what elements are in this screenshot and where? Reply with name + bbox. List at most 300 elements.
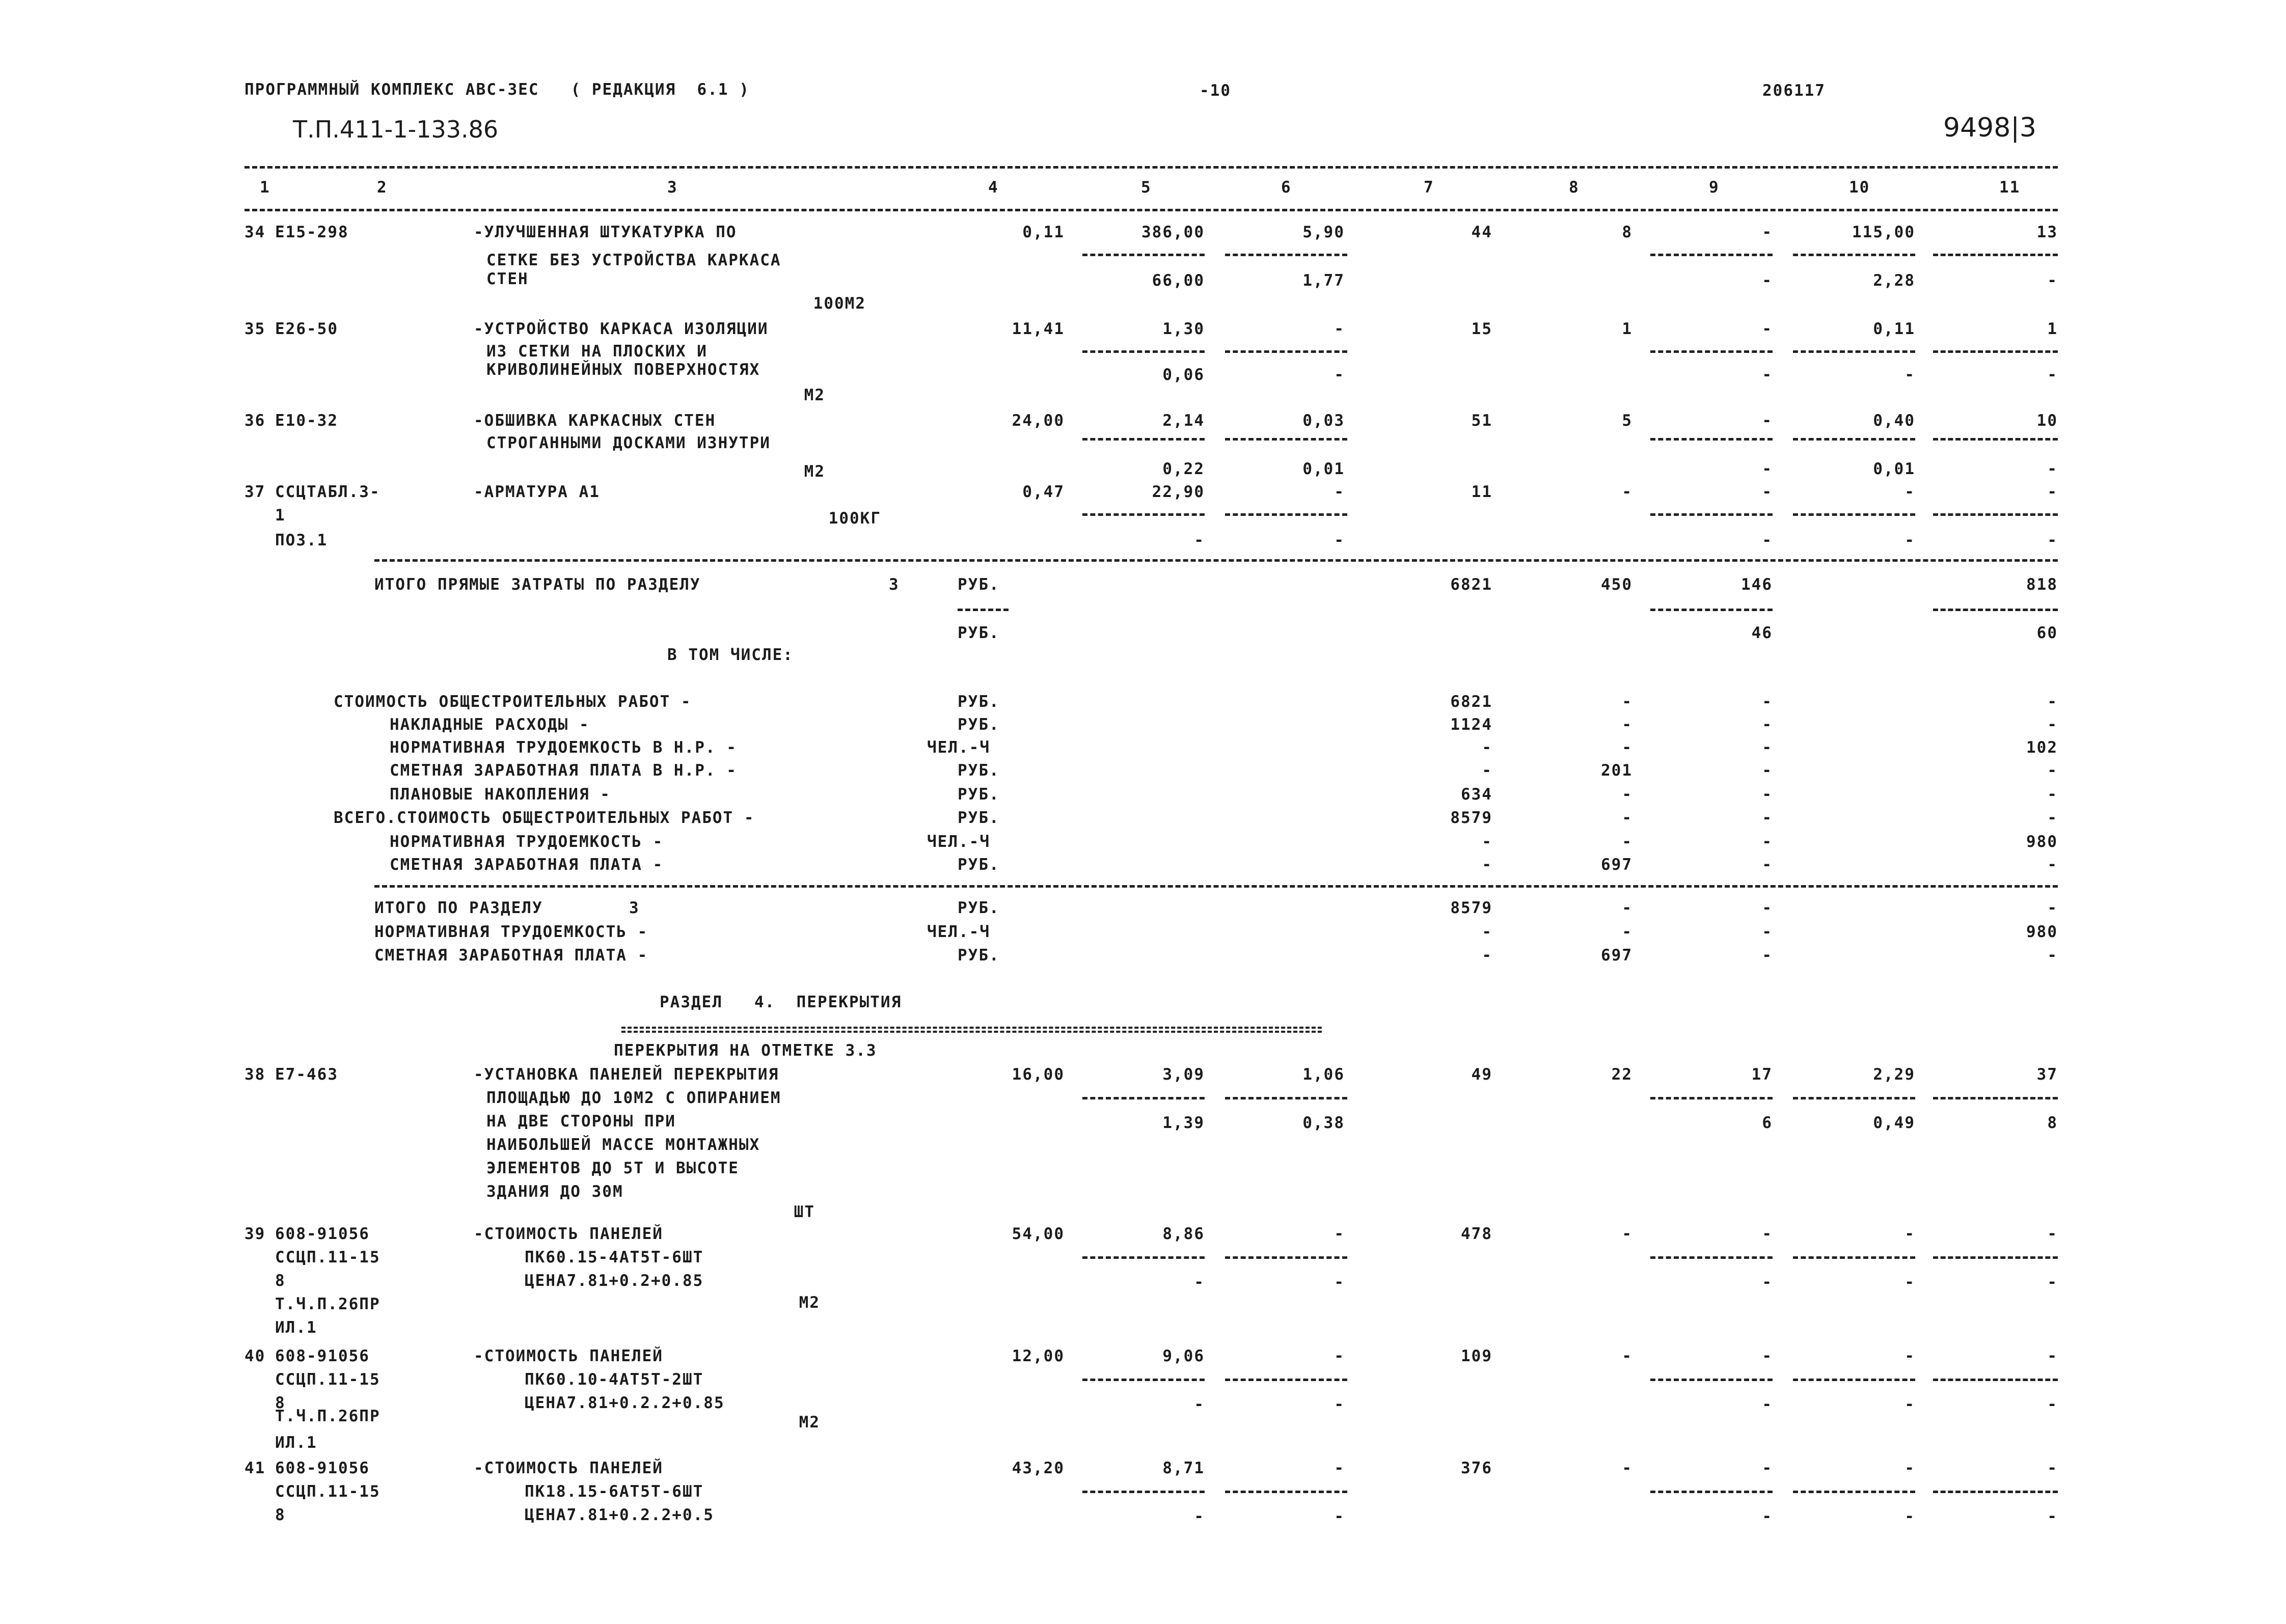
row-41-c6: - <box>1334 1459 1345 1477</box>
summary-row-2-c7: 1124 <box>1450 715 1492 734</box>
row-39-dash-5 <box>1082 1256 1205 1259</box>
column-header-8: 8 <box>1569 178 1580 197</box>
row-38-dash-6 <box>1225 1097 1347 1099</box>
row-38-c10: 2,29 <box>1873 1065 1915 1084</box>
row-35-c11: 1 <box>2047 320 2058 338</box>
row-34-c11b: - <box>2047 271 2058 290</box>
row-35-dash-10 <box>1793 350 1915 353</box>
row-41-c11b: - <box>2047 1507 2058 1526</box>
section-4-subtitle: ПЕРЕКРЫТИЯ НА ОТМЕТКЕ 3.3 <box>614 1041 877 1060</box>
row-41-c9b: - <box>1762 1507 1773 1526</box>
row-34-dash-9 <box>1650 254 1773 256</box>
row-41-desc-line2: ПК18.15-6АТ5Т-6ШТ <box>525 1482 704 1501</box>
row-39-c7: 478 <box>1461 1225 1492 1243</box>
row-35-dash-5 <box>1082 350 1205 353</box>
section-total-row-1-c9: - <box>1762 899 1773 917</box>
row-37-unit: 100КГ <box>828 509 881 528</box>
row-36-dash-5 <box>1082 438 1205 441</box>
row-40-number: 40 <box>244 1347 266 1365</box>
row-34-c5: 386,00 <box>1141 223 1205 241</box>
row-39-code-line4: Т.Ч.П.26ПР <box>275 1295 380 1313</box>
row-34-dash-6 <box>1225 254 1347 256</box>
row-41-dash-9 <box>1650 1491 1773 1493</box>
section-total-row-3-label: СМЕТНАЯ ЗАРАБОТНАЯ ПЛАТА - <box>374 946 648 965</box>
sheet-number: 9498|3 <box>1943 113 2036 143</box>
row-34-dash-5 <box>1082 254 1205 256</box>
row-37-c6b: - <box>1334 531 1345 549</box>
summary-row-8-c9: - <box>1762 856 1773 874</box>
summary-row-7-label: НОРМАТИВНАЯ ТРУДОЕМКОСТЬ - <box>390 833 664 851</box>
summary-row-4-c7: - <box>1482 761 1492 780</box>
row-41-dash-10 <box>1793 1491 1915 1493</box>
section-total-row-2-label: НОРМАТИВНАЯ ТРУДОЕМКОСТЬ - <box>374 923 648 941</box>
row-39-c11: - <box>2047 1225 2058 1243</box>
summary-row-6-c11: - <box>2047 809 2058 827</box>
summary-row-5-c8: - <box>1622 785 1632 804</box>
row-40-unit: М2 <box>799 1413 820 1432</box>
row-35-c10: 0,11 <box>1873 320 1915 338</box>
summary-row-2-c9: - <box>1762 715 1773 734</box>
direct-total-c8: 450 <box>1601 575 1632 594</box>
row-39-dash-10 <box>1793 1256 1915 1259</box>
summary-row-8-c8: 697 <box>1601 856 1632 874</box>
summary-row-6-label: ВСЕГО.СТОИМОСТЬ ОБЩЕСТРОИТЕЛЬНЫХ РАБОТ - <box>334 809 755 827</box>
row-37-dash-5 <box>1082 513 1205 516</box>
header-rule-top <box>244 166 2058 169</box>
row-36-c10: 0,40 <box>1873 411 1915 430</box>
row-35-qty: 11,41 <box>1012 320 1065 338</box>
summary-row-1-c8: - <box>1622 693 1632 711</box>
row-37-dash-11 <box>1933 513 2058 516</box>
row-36-c10b: 0,01 <box>1873 460 1915 478</box>
summary-row-6-c9: - <box>1762 809 1773 827</box>
row-38-desc-line1: -УСТАНОВКА ПАНЕЛЕЙ ПЕРЕКРЫТИЯ <box>474 1065 779 1084</box>
row-34-desc-line1: -УЛУЧШЕННАЯ ШТУКАТУРКА ПО <box>474 223 737 241</box>
row-40-dash-5 <box>1082 1379 1205 1381</box>
summary-row-4-label: СМЕТНАЯ ЗАРАБОТНАЯ ПЛАТА В Н.Р. - <box>390 761 737 780</box>
row-40-dash-10 <box>1793 1379 1915 1381</box>
row-37-c5b: - <box>1194 531 1205 549</box>
summary-row-1-c7: 6821 <box>1450 693 1492 711</box>
row-38-dash-5 <box>1082 1097 1205 1099</box>
row-38-c7: 49 <box>1471 1065 1492 1084</box>
column-header-6: 6 <box>1281 178 1292 197</box>
row-41-code: 608-91056 <box>275 1459 370 1477</box>
section-total-row-2-c7: - <box>1482 923 1492 941</box>
column-header-7: 7 <box>1424 178 1434 197</box>
rule-before-section-total <box>374 885 2058 888</box>
row-37-c8: - <box>1622 483 1632 501</box>
row-34-desc-line3: СТЕН <box>486 270 529 288</box>
column-header-2: 2 <box>377 178 388 197</box>
row-39-code-line2: ССЦП.11-15 <box>275 1248 380 1267</box>
row-38-c10b: 0,49 <box>1873 1114 1915 1132</box>
row-40-c10b: - <box>1904 1395 1915 1414</box>
row-35-code: Е26-50 <box>275 320 338 338</box>
column-header-11: 11 <box>1999 178 2021 197</box>
summary-row-3-c8: - <box>1622 738 1632 757</box>
section-total-row-1-label: ИТОГО ПО РАЗДЕЛУ <box>374 899 543 917</box>
row-40-c7: 109 <box>1461 1347 1492 1365</box>
row-39-c11b: - <box>2047 1273 2058 1291</box>
row-34-c6: 5,90 <box>1302 223 1345 241</box>
row-39-c5: 8,86 <box>1162 1225 1205 1243</box>
row-39-c10: - <box>1904 1225 1915 1243</box>
row-38-c6: 1,06 <box>1302 1065 1345 1084</box>
summary-row-1-label: СТОИМОСТЬ ОБЩЕСТРОИТЕЛЬНЫХ РАБОТ - <box>334 693 692 711</box>
row-34-dash-10 <box>1793 254 1915 256</box>
row-39-desc-line3: ЦЕНА7.81+0.2+0.85 <box>525 1272 704 1290</box>
row-36-qty: 24,00 <box>1012 411 1065 430</box>
summary-row-2-unit: РУБ. <box>958 715 1000 734</box>
column-header-5: 5 <box>1141 178 1152 197</box>
section-total-row-3-c8: 697 <box>1601 946 1632 965</box>
direct-total-c9b: 46 <box>1751 624 1773 642</box>
summary-row-8-label: СМЕТНАЯ ЗАРАБОТНАЯ ПЛАТА - <box>390 856 664 874</box>
row-40-dash-6 <box>1225 1379 1347 1381</box>
row-36-dash-6 <box>1225 438 1347 441</box>
row-35-dash-11 <box>1933 350 2058 353</box>
summary-row-7-c11: 980 <box>2026 833 2058 851</box>
row-40-c6: - <box>1334 1347 1345 1365</box>
row-35-c11b: - <box>2047 366 2058 384</box>
section-total-row-3-c11: - <box>2047 946 2058 965</box>
section-total-row-2-unit: ЧЕЛ.-Ч <box>927 923 990 941</box>
row-40-code: 608-91056 <box>275 1347 370 1365</box>
row-37-code: ССЦТАБЛ.3- <box>275 483 380 501</box>
row-38-c6b: 0,38 <box>1302 1114 1345 1132</box>
project-designation: Т.П.411-1-133.86 <box>293 116 499 143</box>
summary-row-1-c11: - <box>2047 693 2058 711</box>
row-40-desc-line3: ЦЕНА7.81+0.2.2+0.85 <box>525 1394 725 1412</box>
row-34-c9: - <box>1762 223 1773 241</box>
row-40-c11b: - <box>2047 1395 2058 1414</box>
row-37-dash-6 <box>1225 513 1347 516</box>
column-header-10: 10 <box>1849 178 1870 197</box>
row-40-code-line2: ССЦП.11-15 <box>275 1370 380 1389</box>
row-35-unit: М2 <box>804 386 825 404</box>
row-41-desc-line3: ЦЕНА7.81+0.2.2+0.5 <box>525 1506 714 1524</box>
row-34-c5b: 66,00 <box>1152 271 1205 290</box>
row-38-desc-line4: НАИБОЛЬШЕЙ МАССЕ МОНТАЖНЫХ <box>486 1136 760 1154</box>
row-40-code-line4: Т.Ч.П.26ПР <box>275 1407 380 1425</box>
direct-total-c7: 6821 <box>1450 575 1492 594</box>
summary-row-8-unit: РУБ. <box>958 856 1000 874</box>
row-38-desc-line5: ЭЛЕМЕНТОВ ДО 5Т И ВЫСОТЕ <box>486 1159 739 1177</box>
row-35-c9: - <box>1762 320 1773 338</box>
summary-row-7-c9: - <box>1762 833 1773 851</box>
row-35-c5: 1,30 <box>1162 320 1205 338</box>
summary-row-3-label: НОРМАТИВНАЯ ТРУДОЕМКОСТЬ В Н.Р. - <box>390 738 737 757</box>
row-41-c10b: - <box>1904 1507 1915 1526</box>
row-37-c10: - <box>1904 483 1915 501</box>
row-37-c11: - <box>2047 483 2058 501</box>
row-36-c11b: - <box>2047 460 2058 478</box>
row-37-c10b: - <box>1904 531 1915 549</box>
row-39-desc-line1: -СТОИМОСТЬ ПАНЕЛЕЙ <box>474 1225 663 1243</box>
summary-row-5-c7: 634 <box>1461 785 1492 804</box>
direct-total-c11b: 60 <box>2036 624 2058 642</box>
row-37-c7: 11 <box>1471 483 1492 501</box>
row-40-c6b: - <box>1334 1395 1345 1414</box>
row-38-c8: 22 <box>1611 1065 1632 1084</box>
row-38-qty: 16,00 <box>1012 1065 1065 1084</box>
direct-total-section: 3 <box>889 575 900 594</box>
row-37-c9b: - <box>1762 531 1773 549</box>
summary-row-5-unit: РУБ. <box>958 785 1000 804</box>
section-total-row-3-c7: - <box>1482 946 1492 965</box>
row-40-c5: 9,06 <box>1162 1347 1205 1365</box>
row-37-dash-9 <box>1650 513 1773 516</box>
row-36-c9: - <box>1762 411 1773 430</box>
row-41-code-line2: ССЦП.11-15 <box>275 1482 380 1501</box>
row-38-number: 38 <box>244 1065 266 1084</box>
section-total-row-1-c11: - <box>2047 899 2058 917</box>
row-41-c10: - <box>1904 1459 1915 1477</box>
row-34-c7: 44 <box>1471 223 1492 241</box>
row-37-code-line3: ПОЗ.1 <box>275 531 328 549</box>
row-38-dash-11 <box>1933 1097 2058 1099</box>
row-41-dash-6 <box>1225 1491 1347 1493</box>
row-38-c5: 3,09 <box>1162 1065 1205 1084</box>
summary-row-6-unit: РУБ. <box>958 809 1000 827</box>
row-35-c8: 1 <box>1622 320 1632 338</box>
summary-row-2-c11: - <box>2047 715 2058 734</box>
row-35-dash-9 <box>1650 350 1773 353</box>
row-35-c6b: - <box>1334 366 1345 384</box>
row-36-dash-10 <box>1793 438 1915 441</box>
section-total-row-1-c8: - <box>1622 899 1632 917</box>
row-40-qty: 12,00 <box>1012 1347 1065 1365</box>
row-40-c11: - <box>2047 1347 2058 1365</box>
row-37-c9: - <box>1762 483 1773 501</box>
row-37-number: 37 <box>244 483 266 501</box>
row-40-c5b: - <box>1194 1395 1205 1414</box>
rule-before-direct-total <box>374 559 2058 562</box>
row-35-c7: 15 <box>1471 320 1492 338</box>
row-36-c5b: 0,22 <box>1162 460 1205 478</box>
column-header-9: 9 <box>1709 178 1720 197</box>
summary-row-6-c8: - <box>1622 809 1632 827</box>
row-34-c6b: 1,77 <box>1302 271 1345 290</box>
including-label: В ТОМ ЧИСЛЕ: <box>667 646 794 664</box>
row-36-code: Е10-32 <box>275 411 338 430</box>
row-34-unit: 100М2 <box>813 294 866 313</box>
row-36-c9b: - <box>1762 460 1773 478</box>
summary-row-3-unit: ЧЕЛ.-Ч <box>927 738 990 757</box>
summary-row-6-c7: 8579 <box>1450 809 1492 827</box>
row-39-desc-line2: ПК60.15-4АТ5Т-6ШТ <box>525 1248 704 1267</box>
row-37-c6: - <box>1334 483 1345 501</box>
row-36-c6b: 0,01 <box>1302 460 1345 478</box>
row-35-desc-line2: ИЗ СЕТКИ НА ПЛОСКИХ И <box>486 342 707 361</box>
direct-total-c9: 146 <box>1741 575 1773 594</box>
row-38-c11b: 8 <box>2047 1114 2058 1132</box>
row-35-c9b: - <box>1762 366 1773 384</box>
row-39-c6b: - <box>1334 1273 1345 1291</box>
section-total-row-1-c7: 8579 <box>1450 899 1492 917</box>
row-41-dash-5 <box>1082 1491 1205 1493</box>
row-39-dash-9 <box>1650 1256 1773 1259</box>
row-36-dash-9 <box>1650 438 1773 441</box>
header-rule-bottom <box>244 209 2058 211</box>
page-number: -10 <box>1200 81 1231 100</box>
section-total-row-2-c9: - <box>1762 923 1773 941</box>
row-39-c6: - <box>1334 1225 1345 1243</box>
row-36-c8: 5 <box>1622 411 1632 430</box>
row-38-desc-line3: НА ДВЕ СТОРОНЫ ПРИ <box>486 1112 676 1131</box>
row-37-c5: 22,90 <box>1152 483 1205 501</box>
row-35-desc-line3: КРИВОЛИНЕЙНЫХ ПОВЕРХНОСТЯХ <box>486 361 760 379</box>
row-41-dash-11 <box>1933 1491 2058 1493</box>
row-36-dash-11 <box>1933 438 2058 441</box>
row-39-qty: 54,00 <box>1012 1225 1065 1243</box>
summary-row-7-unit: ЧЕЛ.-Ч <box>927 833 990 851</box>
summary-row-4-c8: 201 <box>1601 761 1632 780</box>
column-header-3: 3 <box>667 178 678 197</box>
row-35-c6: - <box>1334 320 1345 338</box>
row-35-c10b: - <box>1904 366 1915 384</box>
row-34-c11: 13 <box>2036 223 2058 241</box>
summary-row-4-c11: - <box>2047 761 2058 780</box>
row-41-c11: - <box>2047 1459 2058 1477</box>
summary-row-8-c7: - <box>1482 856 1492 874</box>
row-41-number: 41 <box>244 1459 266 1477</box>
direct-total-c11: 818 <box>2026 575 2058 594</box>
section-total-row-3-unit: РУБ. <box>958 946 1000 965</box>
row-40-desc-line1: -СТОИМОСТЬ ПАНЕЛЕЙ <box>474 1347 663 1365</box>
row-39-dash-11 <box>1933 1256 2058 1259</box>
row-38-c9: 17 <box>1751 1065 1773 1084</box>
row-38-code: Е7-463 <box>275 1065 338 1084</box>
section-4-underline-2 <box>621 1031 1322 1033</box>
direct-total-unit2: РУБ. <box>958 624 1000 642</box>
row-34-c9b: - <box>1762 271 1773 290</box>
row-40-desc-line2: ПК60.10-4АТ5Т-2ШТ <box>525 1370 704 1389</box>
row-39-c9: - <box>1762 1225 1773 1243</box>
row-41-c7: 376 <box>1461 1459 1492 1477</box>
row-34-dash-11 <box>1933 254 2058 256</box>
row-40-c9: - <box>1762 1347 1773 1365</box>
summary-row-2-c8: - <box>1622 715 1632 734</box>
summary-row-1-unit: РУБ. <box>958 693 1000 711</box>
row-39-code-line5: ИЛ.1 <box>275 1318 317 1337</box>
section-4-title: РАЗДЕЛ 4. ПЕРЕКРЫТИЯ <box>660 993 902 1011</box>
row-38-c5b: 1,39 <box>1162 1114 1205 1132</box>
summary-row-3-c11: 102 <box>2026 738 2058 757</box>
section-total-row-2-c8: - <box>1622 923 1632 941</box>
row-35-c5b: 0,06 <box>1162 366 1205 384</box>
section-4-underline <box>621 1027 1322 1029</box>
row-41-desc-line1: -СТОИМОСТЬ ПАНЕЛЕЙ <box>474 1459 663 1477</box>
row-36-desc-line2: СТРОГАННЫМИ ДОСКАМИ ИЗНУТРИ <box>486 434 771 452</box>
row-38-c9b: 6 <box>1762 1114 1773 1132</box>
row-41-c5: 8,71 <box>1162 1459 1205 1477</box>
row-36-unit: М2 <box>804 462 825 481</box>
row-41-c6b: - <box>1334 1507 1345 1526</box>
direct-total-unit: РУБ. <box>958 575 1000 594</box>
summary-row-4-unit: РУБ. <box>958 761 1000 780</box>
summary-row-7-c7: - <box>1482 833 1492 851</box>
row-37-dash-10 <box>1793 513 1915 516</box>
document-number: 206117 <box>1762 81 1826 100</box>
summary-row-5-label: ПЛАНОВЫЕ НАКОПЛЕНИЯ - <box>390 785 611 804</box>
row-41-c5b: - <box>1194 1507 1205 1526</box>
row-36-c11: 10 <box>2036 411 2058 430</box>
row-38-dash-10 <box>1793 1097 1915 1099</box>
summary-row-5-c11: - <box>2047 785 2058 804</box>
row-39-code-line3: 8 <box>275 1272 286 1290</box>
row-40-dash-11 <box>1933 1379 2058 1381</box>
summary-row-7-c8: - <box>1622 833 1632 851</box>
row-39-c5b: - <box>1194 1273 1205 1291</box>
row-38-unit: ШТ <box>794 1203 815 1221</box>
section-total-row-1-unit: РУБ. <box>958 899 1000 917</box>
row-41-c8: - <box>1622 1459 1632 1477</box>
row-39-number: 39 <box>244 1225 266 1243</box>
row-39-code: 608-91056 <box>275 1225 370 1243</box>
row-34-code: Е15-298 <box>275 223 349 241</box>
row-38-c11: 37 <box>2036 1065 2058 1084</box>
row-35-number: 35 <box>244 320 266 338</box>
row-34-c10b: 2,28 <box>1873 271 1915 290</box>
summary-row-8-c11: - <box>2047 856 2058 874</box>
row-40-c10: - <box>1904 1347 1915 1365</box>
row-37-desc-line1: -АРМАТУРА А1 <box>474 483 600 501</box>
direct-total-unit-dash <box>958 609 1009 611</box>
row-37-c11b: - <box>2047 531 2058 549</box>
row-39-c10b: - <box>1904 1273 1915 1291</box>
column-header-4: 4 <box>988 178 999 197</box>
row-36-desc-line1: -ОБШИВКА КАРКАСНЫХ СТЕН <box>474 411 716 430</box>
row-40-dash-9 <box>1650 1379 1773 1381</box>
row-40-c9b: - <box>1762 1395 1773 1414</box>
summary-row-1-c9: - <box>1762 693 1773 711</box>
summary-row-3-c7: - <box>1482 738 1492 757</box>
summary-row-2-label: НАКЛАДНЫЕ РАСХОДЫ - <box>390 715 590 734</box>
program-header: ПРОГРАММНЫЙ КОМПЛЕКС АВС-3ЕС ( РЕДАКЦИЯ 6.1 ) <box>244 80 750 99</box>
direct-total-c11-dash <box>1933 609 2058 611</box>
row-39-unit: М2 <box>799 1293 820 1312</box>
row-39-c9b: - <box>1762 1273 1773 1291</box>
row-34-number: 34 <box>244 223 266 241</box>
row-39-dash-6 <box>1225 1256 1347 1259</box>
column-header-1: 1 <box>260 178 270 197</box>
row-39-c8: - <box>1622 1225 1632 1243</box>
row-34-desc-line2: СЕТКЕ БЕЗ УСТРОЙСТВА КАРКАСА <box>486 251 781 269</box>
summary-row-4-c9: - <box>1762 761 1773 780</box>
row-35-desc-line1: -УСТРОЙСТВО КАРКАСА ИЗОЛЯЦИИ <box>474 320 769 338</box>
summary-row-3-c9: - <box>1762 738 1773 757</box>
row-40-code-line5: ИЛ.1 <box>275 1434 317 1452</box>
section-total-row-1-section: 3 <box>629 899 640 917</box>
direct-total-label: ИТОГО ПРЯМЫЕ ЗАТРАТЫ ПО РАЗДЕЛУ <box>374 575 701 594</box>
row-40-c8: - <box>1622 1347 1632 1365</box>
row-34-c10: 115,00 <box>1852 223 1915 241</box>
row-38-desc-line6: ЗДАНИЯ ДО 30М <box>486 1182 623 1201</box>
row-36-c6: 0,03 <box>1302 411 1345 430</box>
row-37-code-line2: 1 <box>275 506 286 525</box>
row-41-code-line3: 8 <box>275 1506 286 1524</box>
row-36-number: 36 <box>244 411 266 430</box>
direct-total-c9-dash <box>1650 609 1773 611</box>
row-38-desc-line2: ПЛОЩАДЬЮ ДО 10М2 С ОПИРАНИЕМ <box>486 1089 781 1107</box>
row-37-qty: 0,47 <box>1022 483 1065 501</box>
row-41-c9: - <box>1762 1459 1773 1477</box>
section-total-row-2-c11: 980 <box>2026 923 2058 941</box>
row-38-dash-9 <box>1650 1097 1773 1099</box>
row-40-code-line3: 8 <box>275 1394 286 1412</box>
